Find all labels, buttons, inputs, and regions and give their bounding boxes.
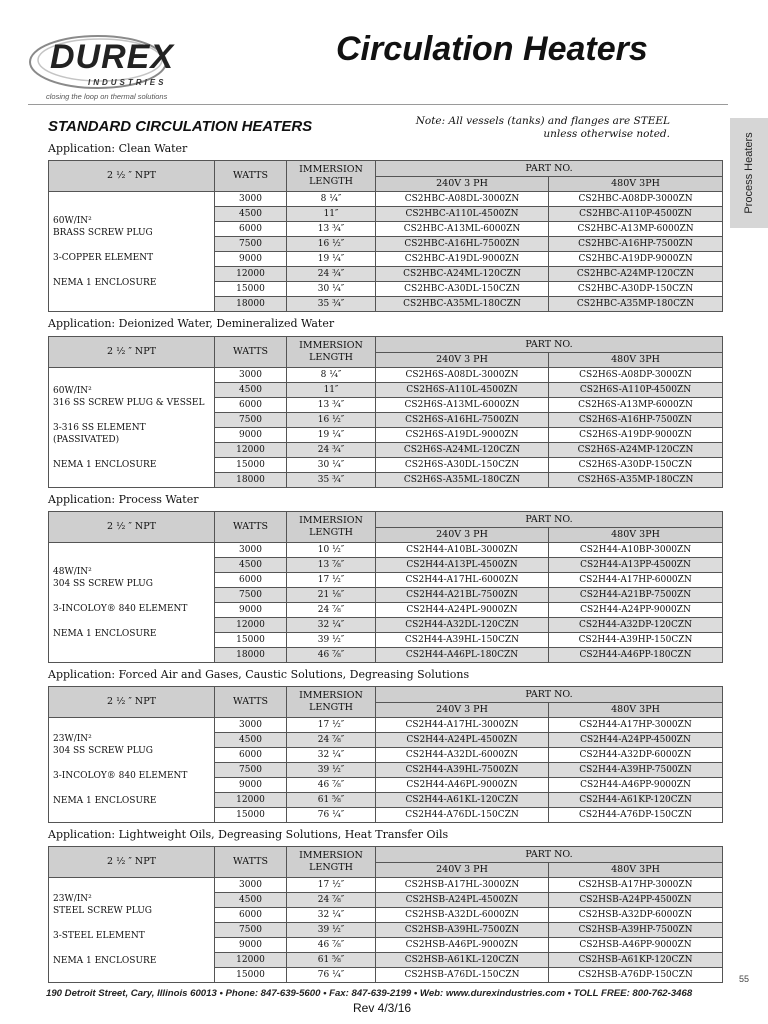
spec-gap xyxy=(53,615,214,628)
length-cell: 35 ¾″ xyxy=(287,473,376,488)
watts-header: WATTS xyxy=(215,687,287,718)
spec-gap xyxy=(53,917,214,930)
part-480v-cell: CS2H6S-A08DP-3000ZN xyxy=(549,368,723,383)
immersion-header-line2: LENGTH xyxy=(309,702,353,713)
watts-cell: 9000 xyxy=(215,603,287,618)
part-240v-cell: CS2H44-A24PL-9000ZN xyxy=(376,603,549,618)
watts-cell: 15000 xyxy=(215,808,287,823)
spec-line: NEMA 1 ENCLOSURE xyxy=(53,628,157,639)
length-cell: 30 ¼″ xyxy=(287,458,376,473)
part-480v-cell: CS2H44-A46PP-9000ZN xyxy=(549,778,723,793)
part-480v-cell: CS2H6S-A35MP-180CZN xyxy=(549,473,723,488)
immersion-header-line2: LENGTH xyxy=(309,352,353,363)
watts-cell: 3000 xyxy=(215,718,287,733)
part-240v-cell: CS2H6S-A35ML-180CZN xyxy=(376,473,549,488)
part-240v-cell: CS2HSB-A17HL-3000ZN xyxy=(376,878,549,893)
part-480v-cell: CS2HBC-A08DP-3000ZN xyxy=(549,192,723,207)
spec-gap xyxy=(53,239,214,252)
part-240v-cell: CS2HSB-A39HL-7500ZN xyxy=(376,923,549,938)
immersion-header-line2: LENGTH xyxy=(309,176,353,187)
length-cell: 46 ⅞″ xyxy=(287,648,376,663)
section-heading: STANDARD CIRCULATION HEATERS xyxy=(48,118,313,135)
application-label: Application: Lightweight Oils, Degreasing Solutions, Heat Transfer Oils xyxy=(48,828,449,841)
npt-header: 2 ½ ″ NPT xyxy=(49,687,215,718)
watts-cell: 15000 xyxy=(215,633,287,648)
spec-line: 23W/IN² xyxy=(53,734,92,744)
spec-line: NEMA 1 ENCLOSURE xyxy=(53,796,157,806)
length-cell: 76 ¼″ xyxy=(287,968,376,983)
part-240v-cell: CS2HBC-A24ML-120CZN xyxy=(376,267,549,282)
note-line-1: Note: All vessels (tanks) and flanges are STEEL xyxy=(415,115,670,127)
spec-line: 3-INCOLOY® 840 ELEMENT xyxy=(53,603,188,614)
length-cell: 76 ¼″ xyxy=(287,808,376,823)
watts-cell: 7500 xyxy=(215,237,287,252)
immersion-header-line1: IMMERSION xyxy=(299,164,363,175)
length-cell: 16 ½″ xyxy=(287,237,376,252)
spec-line: NEMA 1 ENCLOSURE xyxy=(53,956,157,966)
part-240v-cell: CS2H6S-A24ML-120CZN xyxy=(376,443,549,458)
480v-header: 480V 3PH xyxy=(549,177,723,192)
part-480v-cell: CS2H44-A39HP-7500ZN xyxy=(549,763,723,778)
spec-line: BRASS SCREW PLUG xyxy=(53,227,153,238)
part-240v-cell: CS2H44-A17HL-6000ZN xyxy=(376,573,549,588)
part-240v-cell: CS2HBC-A19DL-9000ZN xyxy=(376,252,549,267)
part-240v-cell: CS2H6S-A19DL-9000ZN xyxy=(376,428,549,443)
watts-cell: 9000 xyxy=(215,428,287,443)
length-cell: 39 ½″ xyxy=(287,923,376,938)
part-480v-cell: CS2H44-A32DP-120CZN xyxy=(549,618,723,633)
part-240v-cell: CS2H44-A32DL-120CZN xyxy=(376,618,549,633)
length-cell: 17 ½″ xyxy=(287,878,376,893)
immersion-header xyxy=(287,337,376,368)
length-cell: 10 ½″ xyxy=(287,543,376,558)
part-480v-cell: CS2H6S-A110P-4500ZN xyxy=(549,383,723,398)
spec-line: NEMA 1 ENCLOSURE xyxy=(53,459,157,470)
part-480v-cell: CS2H44-A24PP-4500ZN xyxy=(549,733,723,748)
part-240v-cell: CS2H6S-A110L-4500ZN xyxy=(376,383,549,398)
part-240v-cell: CS2H6S-A13ML-6000ZN xyxy=(376,398,549,413)
spec-line: NEMA 1 ENCLOSURE xyxy=(53,277,157,288)
part-no-header: PART NO. xyxy=(376,847,723,863)
immersion-header xyxy=(287,687,376,718)
watts-cell: 4500 xyxy=(215,383,287,398)
immersion-header-line1: IMMERSION xyxy=(299,850,363,861)
part-240v-cell: CS2HBC-A13ML-6000ZN xyxy=(376,222,549,237)
table-row xyxy=(49,878,723,893)
npt-header: 2 ½ ″ NPT xyxy=(49,847,215,878)
part-240v-cell: CS2HSB-A46PL-9000ZN xyxy=(376,938,549,953)
part-480v-cell: CS2H44-A17HP-3000ZN xyxy=(549,718,723,733)
part-no-header: PART NO. xyxy=(376,161,723,177)
part-480v-cell: CS2HBC-A30DP-150CZN xyxy=(549,282,723,297)
tagline: closing the loop on thermal solutions xyxy=(46,92,168,101)
watts-cell: 12000 xyxy=(215,443,287,458)
watts-cell: 12000 xyxy=(215,618,287,633)
spec-line: 3-INCOLOY® 840 ELEMENT xyxy=(53,771,188,781)
part-240v-cell: CS2H6S-A30DL-150CZN xyxy=(376,458,549,473)
length-cell: 24 ⅞″ xyxy=(287,893,376,908)
part-480v-cell: CS2H44-A21BP-7500ZN xyxy=(549,588,723,603)
length-cell: 61 ⅝″ xyxy=(287,793,376,808)
immersion-header xyxy=(287,512,376,543)
part-480v-cell: CS2H44-A76DP-150CZN xyxy=(549,808,723,823)
footer-contact: 190 Detroit Street, Cary, Illinois 60013 • Phone: 847-639-5600 • Fax: 847-639-2199 • Web: www.durexindustries.com • TOLL FREE: 800-762-3468 xyxy=(46,988,693,999)
spec-line: 3-COPPER ELEMENT xyxy=(53,252,154,263)
watts-header: WATTS xyxy=(215,512,287,543)
part-240v-cell: CS2H44-A24PL-4500ZN xyxy=(376,733,549,748)
watts-cell: 12000 xyxy=(215,267,287,282)
watts-cell: 9000 xyxy=(215,252,287,267)
watts-cell: 7500 xyxy=(215,923,287,938)
240v-header: 240V 3 PH xyxy=(376,177,549,192)
watts-cell: 6000 xyxy=(215,573,287,588)
length-cell: 13 ¾″ xyxy=(287,222,376,237)
application-label: Application: Forced Air and Gases, Caustic Solutions, Degreasing Solutions xyxy=(48,668,470,681)
length-cell: 13 ⅞″ xyxy=(287,558,376,573)
side-tab-label: Process Heaters xyxy=(743,132,755,214)
spec-gap xyxy=(53,757,214,770)
part-no-header: PART NO. xyxy=(376,512,723,528)
watts-cell: 18000 xyxy=(215,297,287,312)
480v-header: 480V 3PH xyxy=(549,863,723,878)
spec-line: 316 SS SCREW PLUG & VESSEL xyxy=(53,397,205,408)
spec-line: 60W/IN² xyxy=(53,215,92,226)
part-480v-cell: CS2H44-A24PP-9000ZN xyxy=(549,603,723,618)
length-cell: 16 ½″ xyxy=(287,413,376,428)
immersion-header-line1: IMMERSION xyxy=(299,515,363,526)
part-240v-cell: CS2HSB-A24PL-4500ZN xyxy=(376,893,549,908)
watts-cell: 4500 xyxy=(215,207,287,222)
length-cell: 19 ¼″ xyxy=(287,252,376,267)
part-480v-cell: CS2HBC-A35MP-180CZN xyxy=(549,297,723,312)
part-240v-cell: CS2HBC-A16HL-7500ZN xyxy=(376,237,549,252)
length-cell: 17 ½″ xyxy=(287,573,376,588)
watts-cell: 3000 xyxy=(215,543,287,558)
spec-line: 3-STEEL ELEMENT xyxy=(53,931,145,941)
part-240v-cell: CS2H44-A46PL-180CZN xyxy=(376,648,549,663)
part-240v-cell: CS2H44-A10BL-3000ZN xyxy=(376,543,549,558)
spec-gap xyxy=(53,409,214,422)
part-240v-cell: CS2H44-A61KL-120CZN xyxy=(376,793,549,808)
part-240v-cell: CS2H44-A17HL-3000ZN xyxy=(376,718,549,733)
spec-line: STEEL SCREW PLUG xyxy=(53,906,152,916)
spec-line: (PASSIVATED) xyxy=(53,434,120,445)
part-240v-cell: CS2H6S-A08DL-3000ZN xyxy=(376,368,549,383)
watts-cell: 6000 xyxy=(215,398,287,413)
part-240v-cell: CS2H44-A46PL-9000ZN xyxy=(376,778,549,793)
part-480v-cell: CS2HSB-A61KP-120CZN xyxy=(549,953,723,968)
part-480v-cell: CS2H44-A46PP-180CZN xyxy=(549,648,723,663)
spec-cell xyxy=(49,878,215,983)
page-title: Circulation Heaters xyxy=(336,30,648,68)
part-240v-cell: CS2HBC-A35ML-180CZN xyxy=(376,297,549,312)
watts-cell: 6000 xyxy=(215,748,287,763)
title-divider xyxy=(28,104,728,105)
immersion-header xyxy=(287,161,376,192)
length-cell: 35 ¾″ xyxy=(287,297,376,312)
table-row xyxy=(49,192,723,207)
length-cell: 32 ¼″ xyxy=(287,618,376,633)
480v-header: 480V 3PH xyxy=(549,353,723,368)
heater-table xyxy=(48,511,723,663)
length-cell: 24 ¾″ xyxy=(287,443,376,458)
part-240v-cell: CS2H44-A32DL-6000ZN xyxy=(376,748,549,763)
heater-table xyxy=(48,846,723,983)
part-480v-cell: CS2HSB-A17HP-3000ZN xyxy=(549,878,723,893)
spec-gap xyxy=(53,942,214,955)
part-no-header: PART NO. xyxy=(376,687,723,703)
watts-cell: 12000 xyxy=(215,793,287,808)
length-cell: 13 ¾″ xyxy=(287,398,376,413)
heater-table xyxy=(48,686,723,823)
length-cell: 8 ¼″ xyxy=(287,368,376,383)
watts-cell: 4500 xyxy=(215,558,287,573)
part-480v-cell: CS2HBC-A13MP-6000ZN xyxy=(549,222,723,237)
spec-cell xyxy=(49,192,215,312)
watts-cell: 7500 xyxy=(215,588,287,603)
part-240v-cell: CS2HSB-A32DL-6000ZN xyxy=(376,908,549,923)
part-480v-cell: CS2HBC-A19DP-9000ZN xyxy=(549,252,723,267)
watts-cell: 6000 xyxy=(215,908,287,923)
part-240v-cell: CS2HSB-A61KL-120CZN xyxy=(376,953,549,968)
length-cell: 17 ½″ xyxy=(287,718,376,733)
spec-line: 304 SS SCREW PLUG xyxy=(53,578,153,589)
length-cell: 8 ¼″ xyxy=(287,192,376,207)
application-label: Application: Deionized Water, Demineralized Water xyxy=(48,317,335,330)
240v-header: 240V 3 PH xyxy=(376,353,549,368)
length-cell: 24 ⅞″ xyxy=(287,603,376,618)
part-480v-cell: CS2HBC-A16HP-7500ZN xyxy=(549,237,723,252)
part-480v-cell: CS2HSB-A76DP-150CZN xyxy=(549,968,723,983)
length-cell: 24 ⅞″ xyxy=(287,733,376,748)
length-cell: 19 ¼″ xyxy=(287,428,376,443)
page-number: 55 xyxy=(739,974,750,984)
part-480v-cell: CS2HSB-A32DP-6000ZN xyxy=(549,908,723,923)
length-cell: 32 ¼″ xyxy=(287,748,376,763)
part-240v-cell: CS2HBC-A110L-4500ZN xyxy=(376,207,549,222)
part-480v-cell: CS2H44-A32DP-6000ZN xyxy=(549,748,723,763)
application-label: Application: Process Water xyxy=(48,493,199,506)
watts-cell: 4500 xyxy=(215,893,287,908)
table-row xyxy=(49,718,723,733)
part-480v-cell: CS2HBC-A24MP-120CZN xyxy=(549,267,723,282)
240v-header: 240V 3 PH xyxy=(376,703,549,718)
spec-gap xyxy=(53,264,214,277)
part-480v-cell: CS2H44-A10BP-3000ZN xyxy=(549,543,723,558)
logo-wordmark: DUREX xyxy=(50,38,175,76)
watts-header: WATTS xyxy=(215,161,287,192)
part-480v-cell: CS2HBC-A110P-4500ZN xyxy=(549,207,723,222)
part-240v-cell: CS2H44-A76DL-150CZN xyxy=(376,808,549,823)
length-cell: 11″ xyxy=(287,207,376,222)
part-480v-cell: CS2HSB-A39HP-7500ZN xyxy=(549,923,723,938)
watts-cell: 3000 xyxy=(215,368,287,383)
table-row xyxy=(49,543,723,558)
watts-cell: 9000 xyxy=(215,778,287,793)
480v-header: 480V 3PH xyxy=(549,703,723,718)
part-240v-cell: CS2H6S-A16HL-7500ZN xyxy=(376,413,549,428)
length-cell: 39 ½″ xyxy=(287,763,376,778)
spec-line: 48W/IN² xyxy=(53,566,92,577)
part-480v-cell: CS2H44-A61KP-120CZN xyxy=(549,793,723,808)
watts-cell: 15000 xyxy=(215,282,287,297)
spec-cell xyxy=(49,718,215,823)
immersion-header-line2: LENGTH xyxy=(309,862,353,873)
part-480v-cell: CS2H6S-A13MP-6000ZN xyxy=(549,398,723,413)
spec-line: 60W/IN² xyxy=(53,385,92,396)
spec-cell xyxy=(49,543,215,663)
part-480v-cell: CS2H6S-A24MP-120CZN xyxy=(549,443,723,458)
part-480v-cell: CS2H6S-A16HP-7500ZN xyxy=(549,413,723,428)
length-cell: 30 ¼″ xyxy=(287,282,376,297)
spec-cell xyxy=(49,368,215,488)
spec-gap xyxy=(53,590,214,603)
immersion-header-line1: IMMERSION xyxy=(299,690,363,701)
watts-cell: 15000 xyxy=(215,458,287,473)
part-480v-cell: CS2HSB-A46PP-9000ZN xyxy=(549,938,723,953)
npt-header: 2 ½ ″ NPT xyxy=(49,337,215,368)
spec-line: 304 SS SCREW PLUG xyxy=(53,746,153,756)
watts-cell: 7500 xyxy=(215,763,287,778)
part-240v-cell: CS2HSB-A76DL-150CZN xyxy=(376,968,549,983)
revision: Rev 4/3/16 xyxy=(353,1001,412,1015)
watts-cell: 18000 xyxy=(215,648,287,663)
side-tab xyxy=(730,118,768,228)
watts-cell: 6000 xyxy=(215,222,287,237)
part-240v-cell: CS2H44-A39HL-7500ZN xyxy=(376,763,549,778)
note xyxy=(400,115,670,141)
npt-header: 2 ½ ″ NPT xyxy=(49,161,215,192)
table-row xyxy=(49,368,723,383)
part-240v-cell: CS2H44-A13PL-4500ZN xyxy=(376,558,549,573)
npt-header: 2 ½ ″ NPT xyxy=(49,512,215,543)
immersion-header-line2: LENGTH xyxy=(309,527,353,538)
240v-header: 240V 3 PH xyxy=(376,528,549,543)
240v-header: 240V 3 PH xyxy=(376,863,549,878)
heater-table xyxy=(48,336,723,488)
watts-cell: 9000 xyxy=(215,938,287,953)
spec-line: 23W/IN² xyxy=(53,894,92,904)
spec-line: 3-316 SS ELEMENT xyxy=(53,422,146,433)
spec-gap xyxy=(53,782,214,795)
watts-cell: 3000 xyxy=(215,192,287,207)
immersion-header-line1: IMMERSION xyxy=(299,340,363,351)
application-label: Application: Clean Water xyxy=(48,142,188,155)
watts-header: WATTS xyxy=(215,337,287,368)
length-cell: 11″ xyxy=(287,383,376,398)
watts-cell: 3000 xyxy=(215,878,287,893)
part-240v-cell: CS2H44-A21BL-7500ZN xyxy=(376,588,549,603)
length-cell: 39 ½″ xyxy=(287,633,376,648)
part-no-header: PART NO. xyxy=(376,337,723,353)
watts-cell: 7500 xyxy=(215,413,287,428)
length-cell: 61 ⅝″ xyxy=(287,953,376,968)
part-240v-cell: CS2HBC-A30DL-150CZN xyxy=(376,282,549,297)
480v-header: 480V 3PH xyxy=(549,528,723,543)
spec-gap xyxy=(53,446,214,459)
length-cell: 46 ⅞″ xyxy=(287,938,376,953)
length-cell: 24 ¾″ xyxy=(287,267,376,282)
immersion-header xyxy=(287,847,376,878)
watts-header: WATTS xyxy=(215,847,287,878)
watts-cell: 4500 xyxy=(215,733,287,748)
part-240v-cell: CS2H44-A39HL-150CZN xyxy=(376,633,549,648)
watts-cell: 12000 xyxy=(215,953,287,968)
part-480v-cell: CS2H6S-A19DP-9000ZN xyxy=(549,428,723,443)
part-480v-cell: CS2H44-A17HP-6000ZN xyxy=(549,573,723,588)
watts-cell: 15000 xyxy=(215,968,287,983)
note-line-2: unless otherwise noted. xyxy=(543,128,670,140)
logo-subtitle: INDUSTRIES xyxy=(88,78,167,87)
length-cell: 46 ⅞″ xyxy=(287,778,376,793)
watts-cell: 18000 xyxy=(215,473,287,488)
length-cell: 32 ¼″ xyxy=(287,908,376,923)
part-480v-cell: CS2H6S-A30DP-150CZN xyxy=(549,458,723,473)
part-240v-cell: CS2HBC-A08DL-3000ZN xyxy=(376,192,549,207)
part-480v-cell: CS2H44-A39HP-150CZN xyxy=(549,633,723,648)
part-480v-cell: CS2H44-A13PP-4500ZN xyxy=(549,558,723,573)
part-480v-cell: CS2HSB-A24PP-4500ZN xyxy=(549,893,723,908)
heater-table xyxy=(48,160,723,312)
length-cell: 21 ⅛″ xyxy=(287,588,376,603)
